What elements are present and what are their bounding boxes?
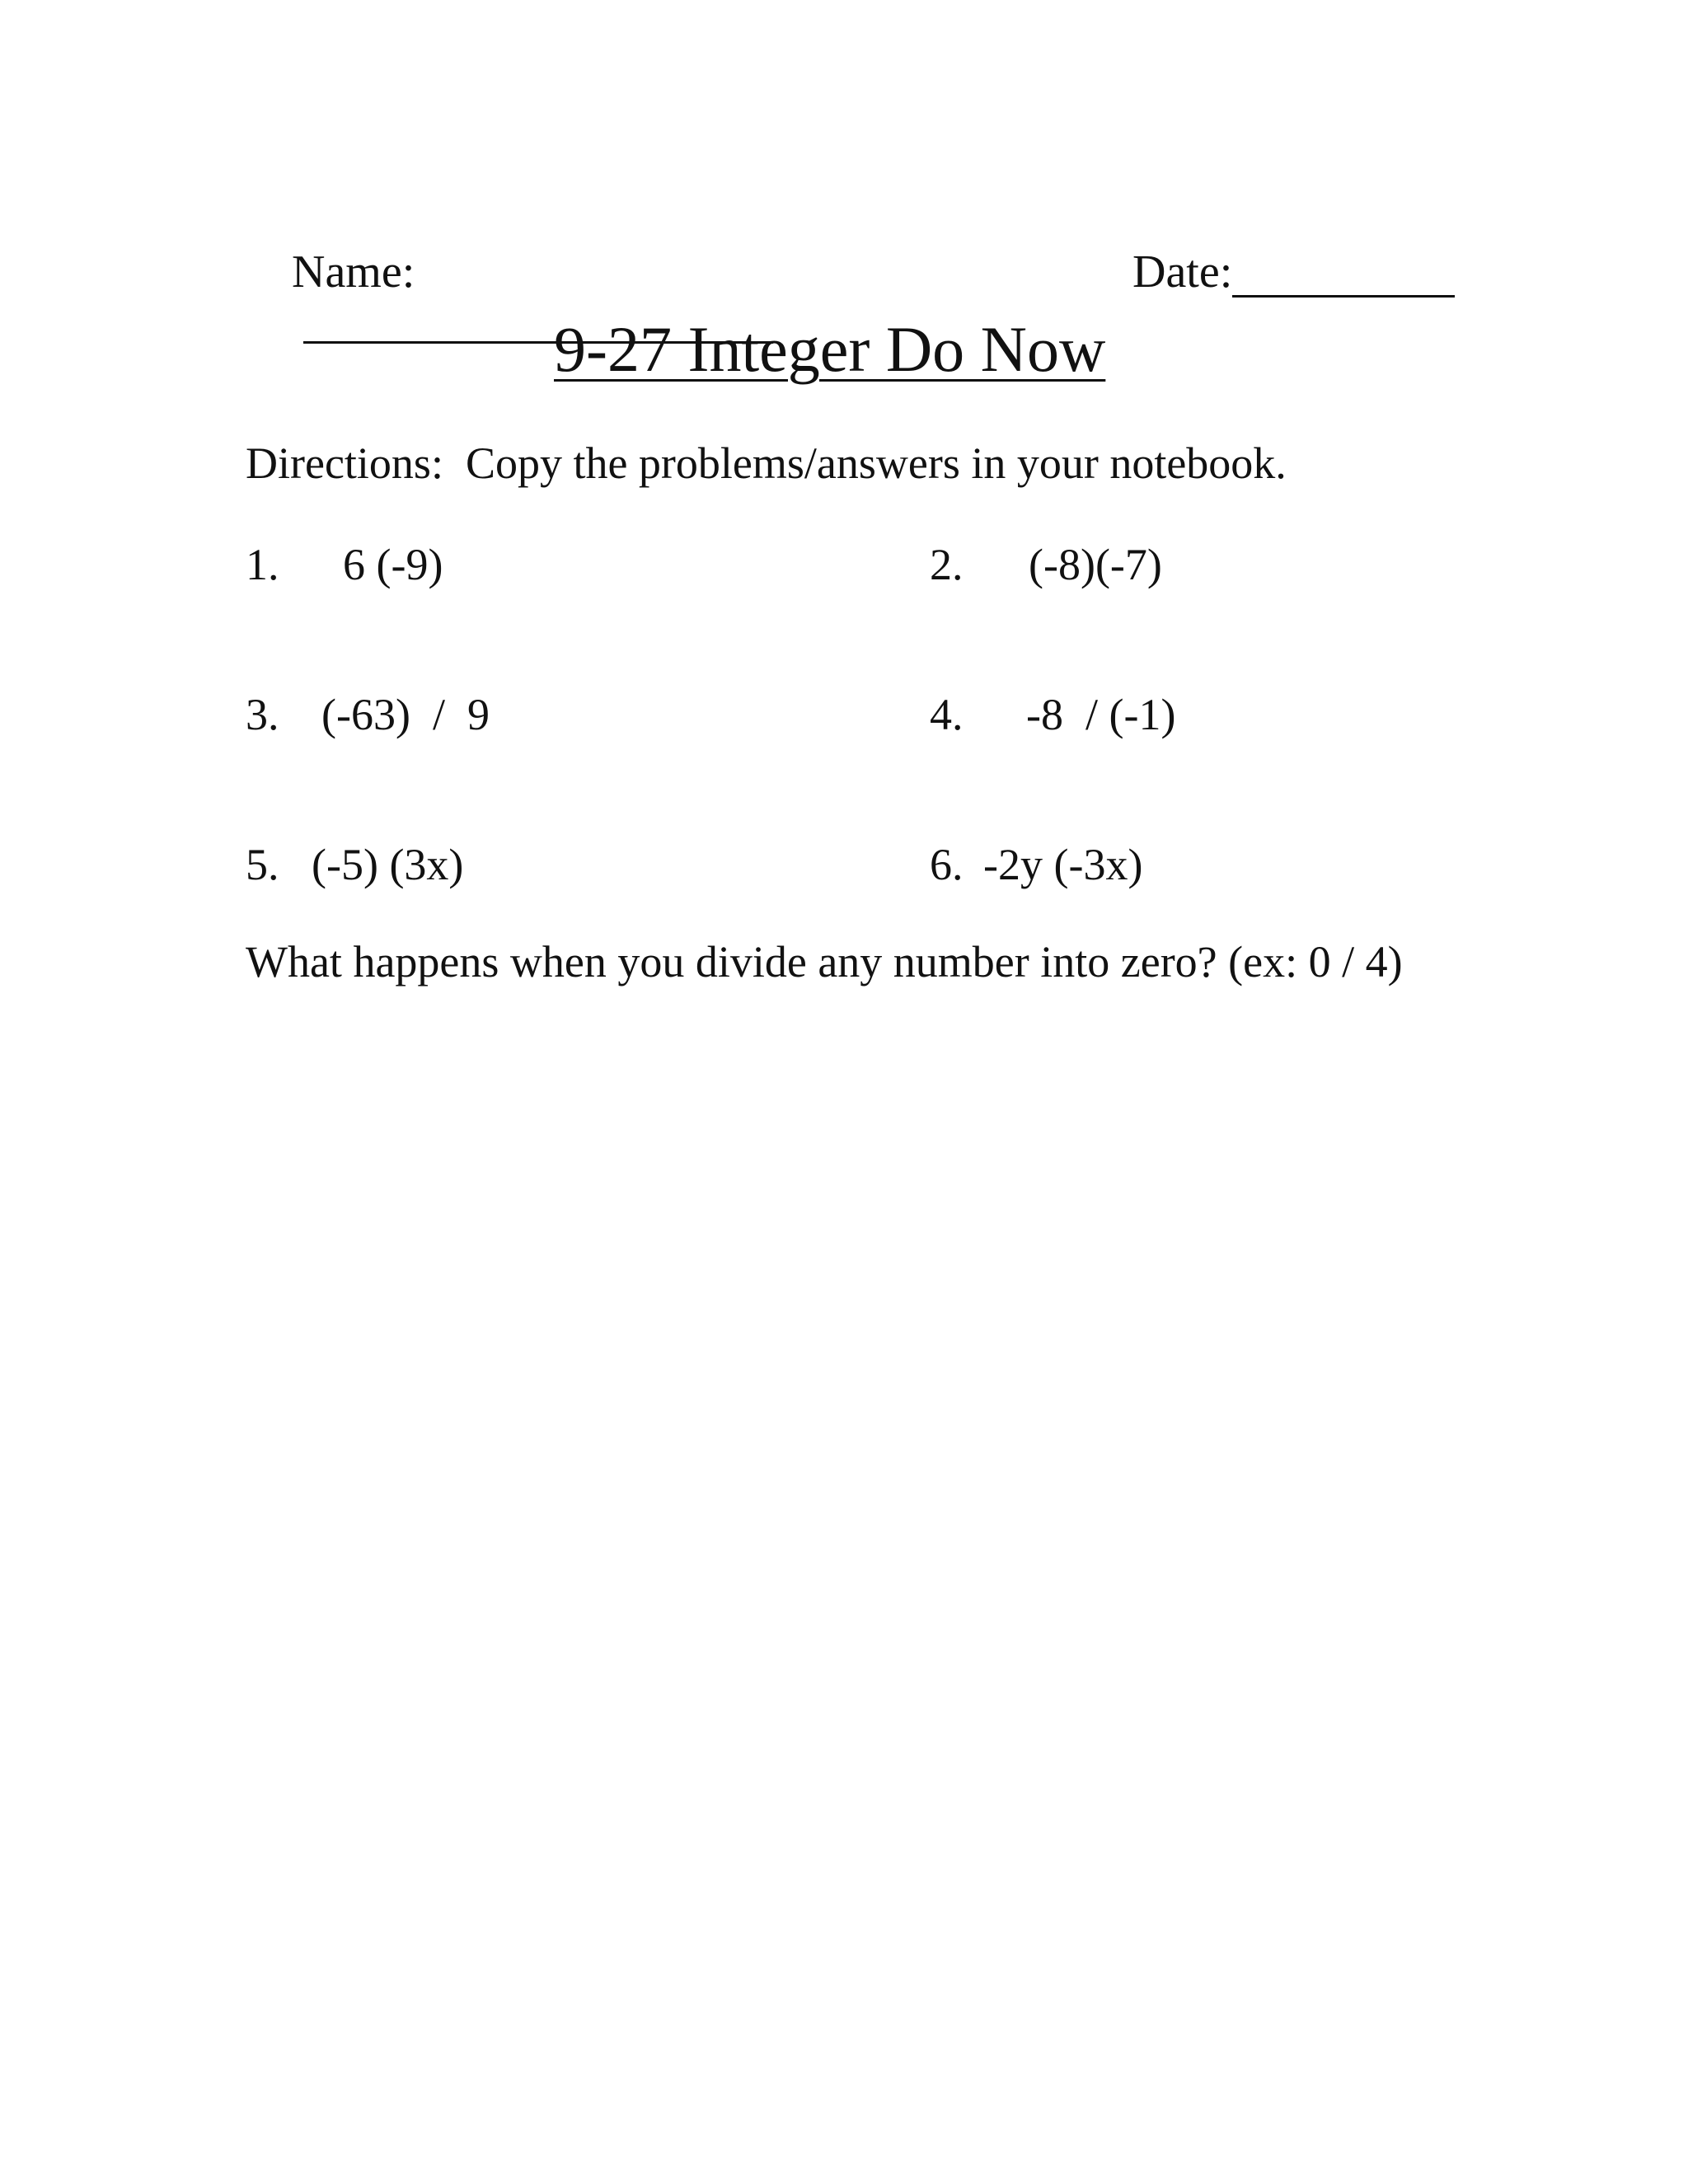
problem-expression: 6 (-9) (343, 540, 443, 589)
problem-number: 3. (246, 690, 279, 739)
page-title: 9-27 Integer Do Now (554, 313, 1106, 385)
problem-number: 5. (246, 840, 279, 889)
date-blank-line (1232, 249, 1455, 298)
date-field (1086, 203, 1455, 344)
problem-number: 2. (930, 540, 964, 589)
problem-expression: (-8)(-7) (1029, 540, 1162, 589)
problem-expression: -8 / (-1) (1026, 690, 1176, 739)
problem-number: 1. (246, 540, 279, 589)
date-label: Date: (1132, 246, 1233, 298)
problem-number: 4. (930, 690, 964, 739)
problem-number: 6. (930, 840, 964, 889)
zero-division-question: What happens when you divide any number into zero? (ex: 0 / 4) (246, 937, 1403, 987)
name-label: Name: (292, 246, 415, 298)
problem-expression: (-63) / 9 (321, 690, 490, 739)
directions-text: Directions: Copy the problems/answers in your notebook. (246, 438, 1287, 488)
problem-expression: -2y (-3x) (983, 840, 1143, 889)
problem-expression: (-5) (3x) (312, 840, 464, 889)
